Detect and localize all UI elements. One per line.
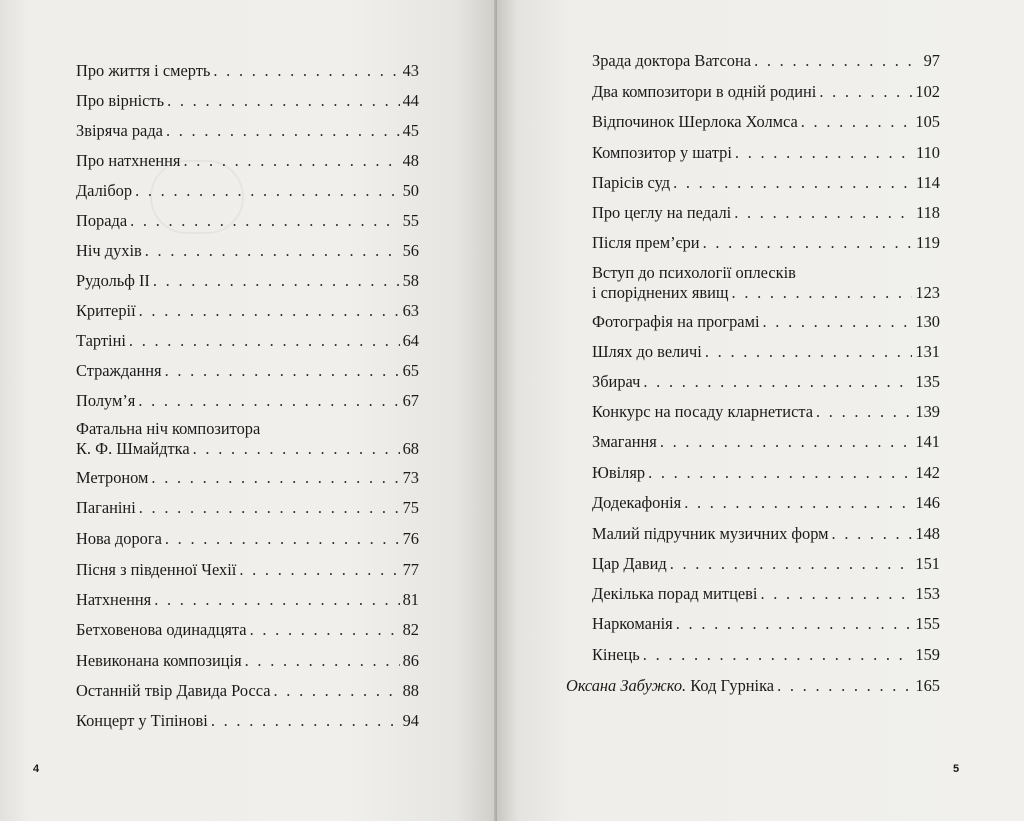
toc-entry-page: 151 [915,554,940,573]
toc-entry-title: Про вірність [76,91,165,110]
toc-entry-title: Наркоманія [592,614,673,633]
toc-entry [592,82,940,102]
toc-entry-page: 56 [402,241,419,260]
toc-entry [592,402,940,422]
leader-dots [777,676,912,696]
toc-entry [592,524,940,544]
leader-dots [166,121,400,141]
toc-entry-page: 110 [916,143,940,162]
leader-dots [732,283,913,303]
toc-entry [76,241,419,261]
toc-entry-page: 155 [915,614,940,633]
leader-dots [139,498,400,518]
leader-dots [129,331,400,351]
toc-entry-page: 135 [915,372,940,391]
toc-entry-title: Критерії [76,301,136,320]
leader-dots [673,173,913,193]
toc-entry [76,151,419,171]
toc-entry-second-line [592,283,940,303]
leader-dots [684,493,912,513]
leader-dots [138,391,399,411]
page-number-left: 4 [33,763,40,775]
leader-dots [801,112,913,132]
toc-entry-page: 44 [402,91,419,110]
toc-entry-title: Рудольф II [76,271,150,290]
left-page [0,0,497,821]
toc-entry [76,681,419,701]
toc-entry-title: Метроном [76,468,149,487]
toc-entry-page: 146 [915,493,940,512]
toc-entry [76,498,419,518]
toc-entry-page: 97 [923,51,940,70]
toc-entry-page: 94 [402,711,419,730]
toc-entry [76,391,419,411]
toc-entry [76,560,419,580]
toc-entry [592,312,940,332]
leader-dots [703,233,913,253]
toc-entry-title: Останній твір Давида Росса [76,681,271,700]
leader-dots [167,91,400,111]
toc-entry-page: 139 [915,402,940,421]
toc-entry-title: Про життя і смерть [76,61,211,80]
toc-entry-title: Концерт у Тіпінові [76,711,208,730]
toc-entry-page: 68 [402,439,419,458]
toc-entry-title: Ювіляр [592,463,646,482]
toc-entry [592,645,940,665]
toc-entry-page: 148 [915,524,940,543]
toc-entry-title: Страждання [76,361,162,380]
toc-entry [76,419,419,459]
leader-dots [151,468,399,488]
toc-entry-page: 102 [915,82,940,101]
toc-entry [592,51,940,71]
leader-dots [670,554,913,574]
toc-entry-title: Далібор [76,181,133,200]
toc-entry [592,173,940,193]
toc-entry-page: 105 [915,112,940,131]
toc-entry [592,463,940,483]
toc-entry [592,233,940,253]
toc-entry [76,468,419,488]
toc-entry-page: 65 [402,361,419,380]
toc-entry-afterword [566,676,940,696]
toc-entry-title-line1: Вступ до психології оплесків [592,263,796,282]
toc-entry-title: Конкурс на посаду кларнетиста [592,402,813,421]
toc-entry-page: 67 [402,391,419,410]
toc-entry-page: 159 [915,645,940,664]
leader-dots [643,372,912,392]
leader-dots [816,402,912,422]
toc-entry-page: 64 [402,331,419,350]
toc-entry [76,529,419,549]
toc-entry-title-line2: і споріднених явищ [592,283,729,302]
leader-dots [643,645,913,665]
toc-entry-page: 88 [402,681,419,700]
toc-entry-page: 43 [402,61,419,80]
leader-dots [648,463,912,483]
toc-entry-page: 58 [402,271,419,290]
toc-entry-page: 81 [402,590,419,609]
toc-entry-title: Паганіні [76,498,136,517]
toc-entry [592,614,940,634]
toc-entry-page: 153 [915,584,940,603]
toc-entry [76,61,419,81]
leader-dots [165,529,400,549]
toc-entry [76,620,419,640]
toc-entry-title: Малий підручник музичних форм [592,524,829,543]
toc-entry [76,181,419,201]
toc-entry-title: Натхнення [76,590,152,609]
toc-entry-page: 131 [915,342,940,361]
toc-entry [592,432,940,452]
leader-dots [211,711,400,731]
toc-entry-title: Про натхнення [76,151,181,170]
leader-dots [183,151,399,171]
toc-entry [592,554,940,574]
toc-entry-second-line [76,439,419,459]
toc-entry-title: Після прем’єри [592,233,700,252]
toc-entry [76,121,419,141]
toc-entry-page: 114 [916,173,940,192]
toc-entry-title: Тартіні [76,331,126,350]
leader-dots [705,342,913,362]
toc-entry-page: 86 [402,651,419,670]
toc-entry-page: 165 [915,676,940,695]
toc-entry-page: 55 [402,211,419,230]
toc-entry-title: Кінець [592,645,640,664]
leader-dots [273,681,399,701]
leader-dots [734,203,913,223]
toc-entry [76,361,419,381]
toc-entry-title: Змагання [592,432,657,451]
toc-entry [592,143,940,163]
toc-entry-page: 119 [916,233,940,252]
toc-entry-page: 45 [402,121,419,140]
toc-entry [592,203,940,223]
toc-entry-title: Пісня з південної Чехії [76,560,237,579]
page-number-right: 5 [953,763,960,775]
toc-entry-title: Нова дорога [76,529,162,548]
toc-entry-page: 142 [915,463,940,482]
leader-dots [165,361,400,381]
toc-entry [592,372,940,392]
leader-dots [676,614,913,634]
leader-dots [145,241,400,261]
toc-entry-page: 130 [915,312,940,331]
leader-dots [239,560,399,580]
leader-dots [245,651,400,671]
leader-dots [154,590,399,610]
afterword-title: Код Гурніка [690,676,775,695]
leader-dots [130,211,399,231]
toc-entry-page: 118 [916,203,940,222]
toc-entry [592,493,940,513]
toc-entry-title: Фотографія на програмі [592,312,760,331]
toc-entry-title-line2: К. Ф. Шмайдтка [76,439,190,458]
leader-dots [760,584,912,604]
toc-entry-title: Композитор у шатрі [592,143,732,162]
leader-dots [735,143,913,163]
toc-entry-title: Звіряча рада [76,121,163,140]
afterword-author: Оксана Забужко. [566,676,687,695]
toc-entry-title: Невиконана композиція [76,651,242,670]
leader-dots [250,620,400,640]
toc-entry [76,651,419,671]
leader-dots [754,51,921,71]
toc-entry-title: Цар Давид [592,554,667,573]
leader-dots [832,524,913,544]
toc-entry-title: Два композитори в одній родині [592,82,817,101]
toc-entry [592,584,940,604]
toc-entry [76,271,419,291]
toc-entry [592,263,940,303]
toc-entry-title: Додекафонія [592,493,682,512]
leader-dots [153,271,400,291]
toc-entry-title: Збирач [592,372,641,391]
toc-entry [592,112,940,132]
toc-entry-title: Парісів суд [592,173,671,192]
toc-entry-page: 123 [915,283,940,302]
leader-dots [763,312,913,332]
toc-entry-page: 73 [402,468,419,487]
leader-dots [819,82,912,102]
toc-entry-title: Відпочинок Шерлока Холмса [592,112,798,131]
toc-entry-title: Про цеглу на педалі [592,203,732,222]
toc-entry-title: Полум’я [76,391,136,410]
leader-dots [193,439,400,459]
toc-entry-page: 82 [402,620,419,639]
toc-entry-title: Шлях до величі [592,342,702,361]
toc-entry-title: Ніч духів [76,241,142,260]
toc-entry-page: 63 [402,301,419,320]
leader-dots [660,432,913,452]
toc-entry-page: 48 [402,151,419,170]
toc-entry-page: 77 [402,560,419,579]
toc-entry-title: Порада [76,211,128,230]
toc-entry [76,590,419,610]
toc-entry [76,711,419,731]
toc-entry [592,342,940,362]
toc-entry-title: Бетховенова одинадцята [76,620,247,639]
toc-entry-page: 76 [402,529,419,548]
toc-entry-title: Зрада доктора Ватсона [592,51,752,70]
toc-entry [76,211,419,231]
toc-entry-title [566,676,774,696]
leader-dots [139,301,400,321]
toc-entry [76,91,419,111]
toc-entry-title-line1: Фатальна ніч композитора [76,419,261,438]
leader-dots [135,181,400,201]
toc-entry-page: 75 [402,498,419,517]
toc-entry-page: 50 [402,181,419,200]
leader-dots [213,61,399,81]
toc-entry [76,331,419,351]
toc-entry-page: 141 [915,432,940,451]
toc-entry [76,301,419,321]
toc-entry-title: Декілька порад митцеві [592,584,758,603]
